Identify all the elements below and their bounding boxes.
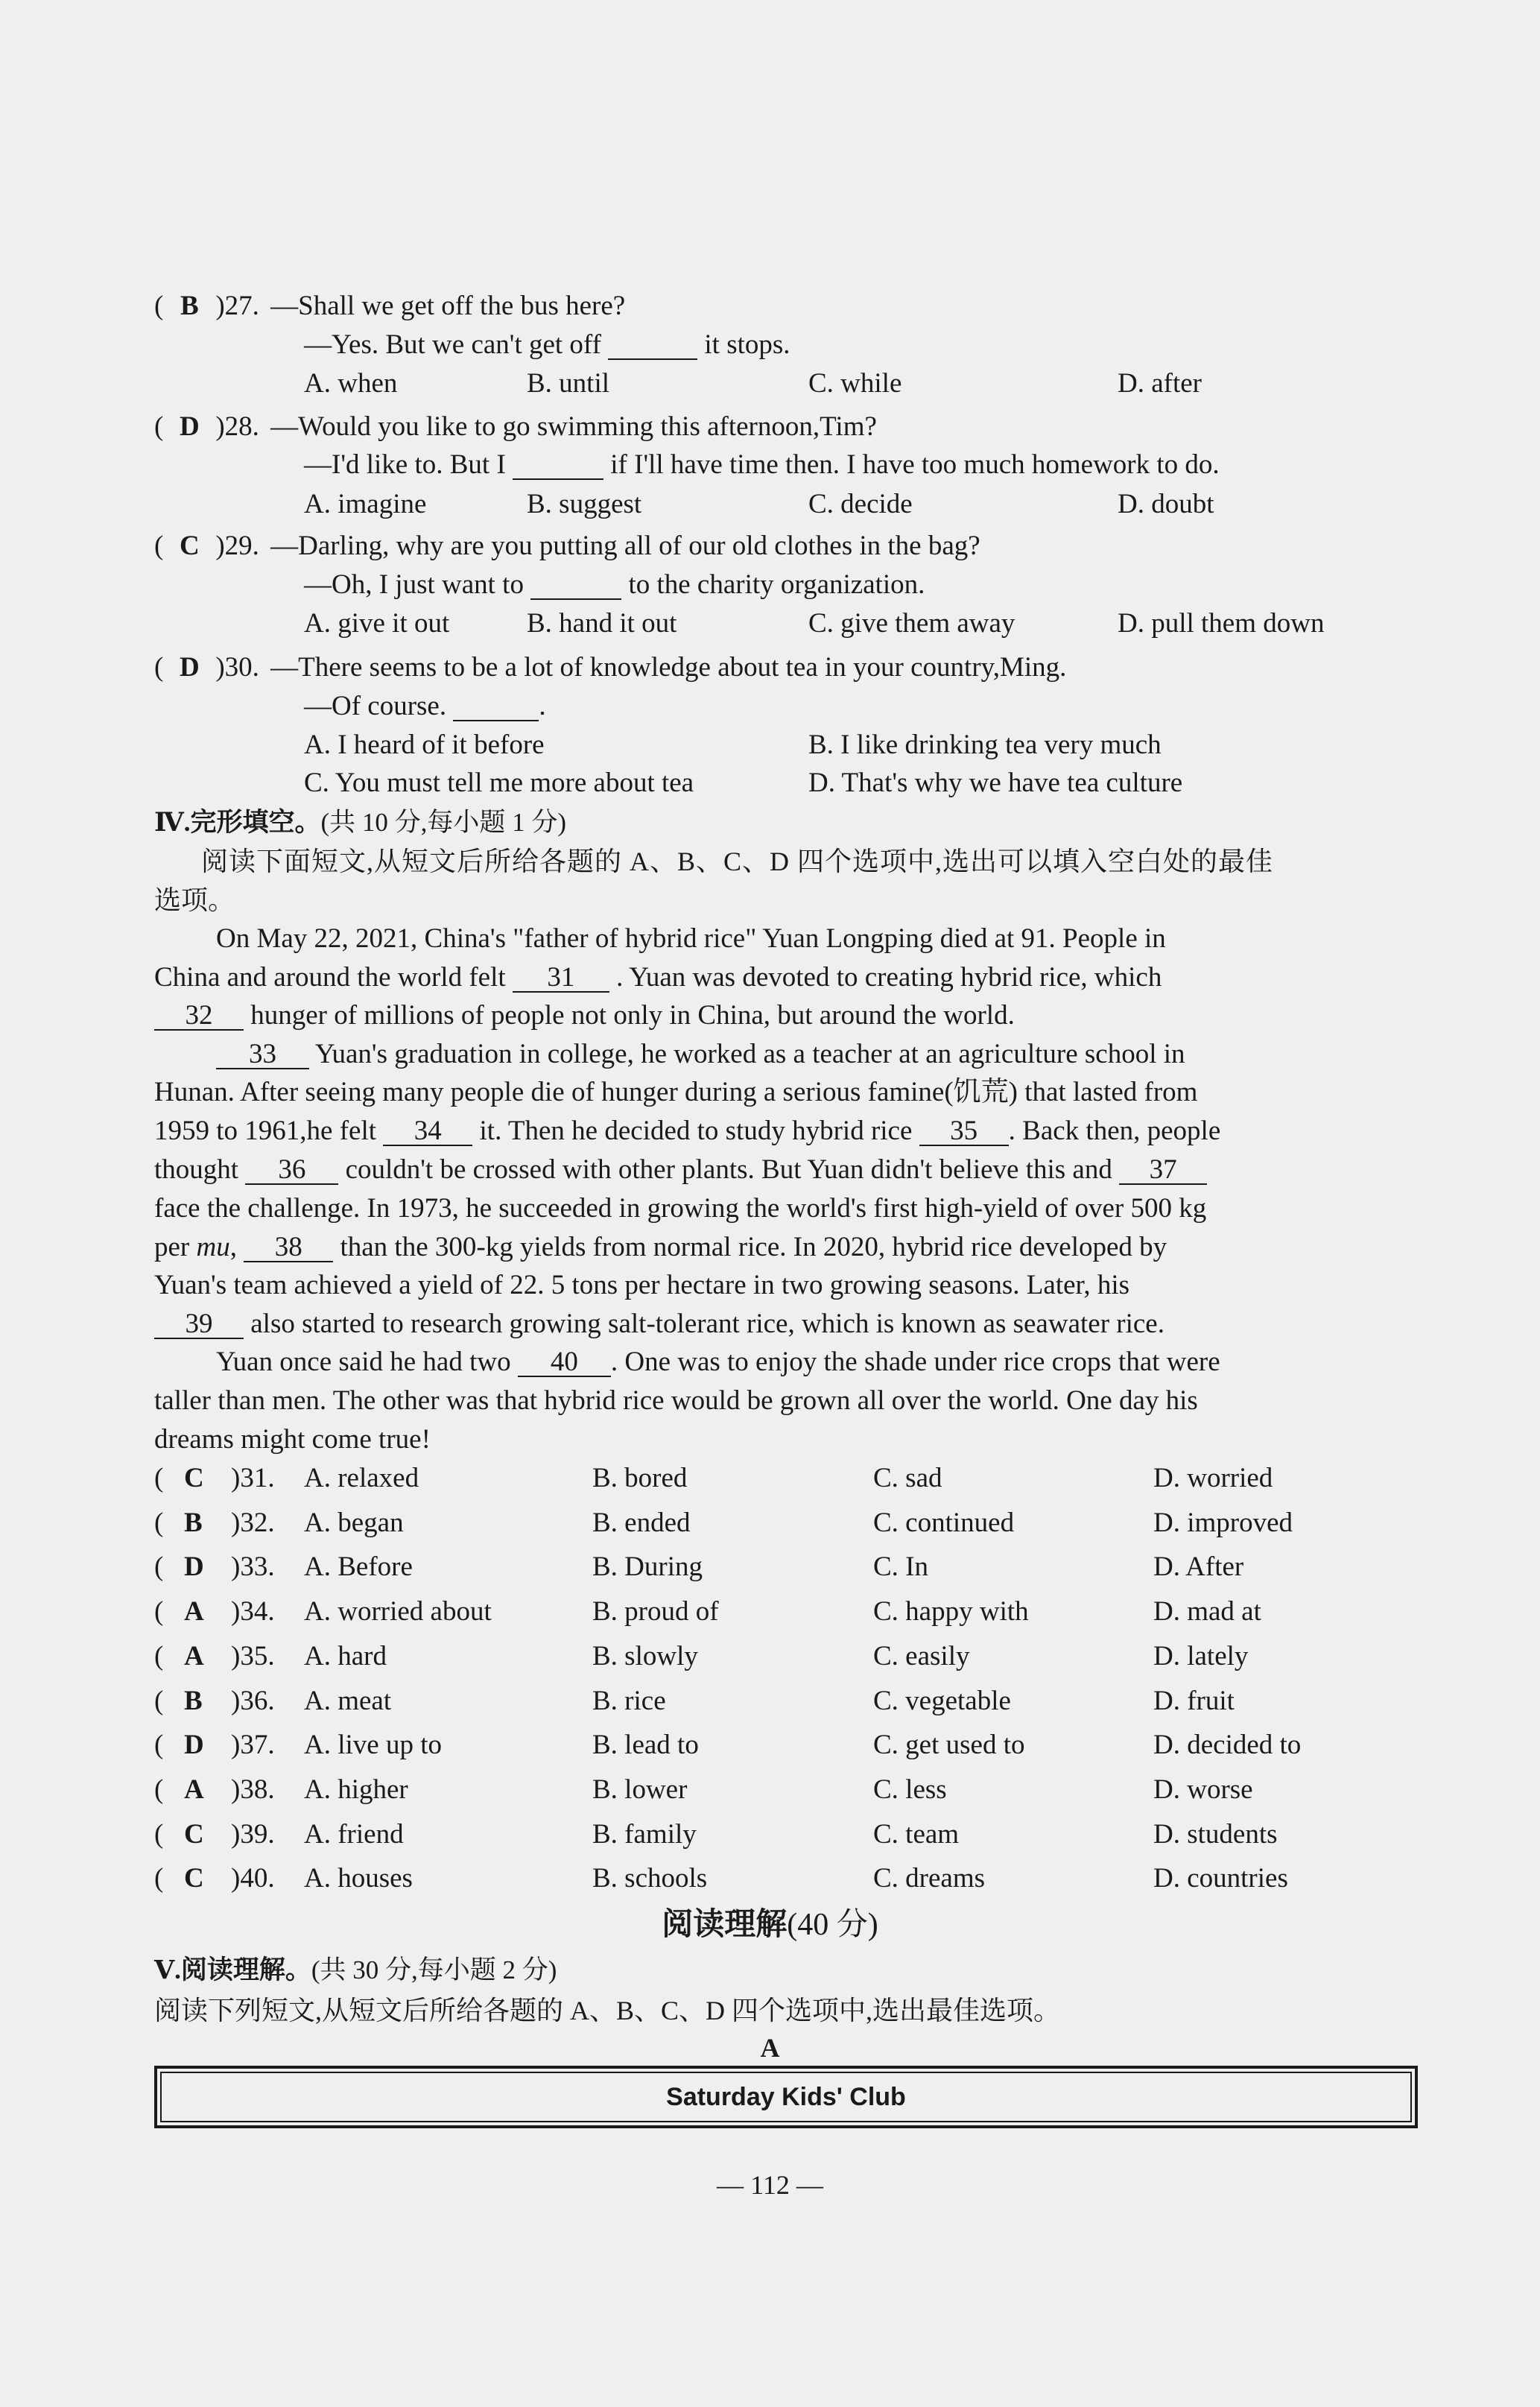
cloze-number: )37. xyxy=(231,1730,275,1760)
answer-29: C xyxy=(179,531,200,561)
cloze-number: )39. xyxy=(231,1819,275,1850)
question-29: ( C )29. —Darling, why are you putting all of our old clothes in the bag? xyxy=(154,531,980,561)
blank-36: 36 xyxy=(245,1156,338,1185)
cloze-number: )31. xyxy=(231,1463,275,1493)
passage-line: face the challenge. In 1973, he succeeded in growing the world's first high-yield of over 500 kg xyxy=(154,1193,1207,1224)
passage-line: 32 hunger of millions of people not only in China, but around the world. xyxy=(154,1002,1015,1031)
option-b: B. ended xyxy=(592,1508,691,1538)
cloze-answer: B xyxy=(184,1508,203,1538)
option-a: A. friend xyxy=(304,1819,404,1850)
cloze-number: )40. xyxy=(231,1863,275,1894)
option-d: D. worried xyxy=(1153,1463,1273,1493)
answer-27: B xyxy=(180,291,199,321)
option-c: C. get used to xyxy=(873,1730,1025,1760)
option-a: A. hard xyxy=(304,1641,387,1671)
option-b: B. bored xyxy=(592,1463,688,1493)
blank xyxy=(513,451,603,480)
option-b: B. lead to xyxy=(592,1730,699,1760)
paren: ( xyxy=(154,1596,164,1627)
option-a: A. worried about xyxy=(304,1596,492,1627)
blank xyxy=(453,692,539,721)
blank-40: 40 xyxy=(518,1348,611,1377)
option-c: C. easily xyxy=(873,1641,970,1671)
option-b: B. proud of xyxy=(592,1596,719,1627)
paren: ( xyxy=(154,1730,164,1760)
passage-line: Yuan's team achieved a yield of 22. 5 tons per hectare in two growing seasons. Later, his xyxy=(154,1270,1130,1300)
q28-reply: —I'd like to. But I if I'll have time then. I have too much homework to do. xyxy=(304,449,1220,480)
option-d: D. decided to xyxy=(1153,1730,1302,1760)
option-d: D. lately xyxy=(1153,1641,1249,1671)
part-label: A xyxy=(760,2033,780,2063)
option-d: D. mad at xyxy=(1153,1596,1261,1627)
blank-39: 39 xyxy=(154,1310,244,1339)
option-c: C. less xyxy=(873,1774,947,1805)
passage-line: thought 36 couldn't be crossed with other plants. But Yuan didn't believe this and 37 xyxy=(154,1156,1207,1185)
passage-line: 1959 to 1961,he felt 34 it. Then he decided to study hybrid rice 35 . Back then, people xyxy=(154,1116,1221,1146)
paren: ( xyxy=(154,1463,164,1493)
cloze-number: )32. xyxy=(231,1508,275,1538)
section-4-heading: Ⅳ.完形填空。(共 10 分,每小题 1 分) xyxy=(154,808,567,837)
option-d: D. students xyxy=(1153,1819,1278,1850)
option-b: B. During xyxy=(592,1552,703,1582)
reading-title: 阅读理解(40 分) xyxy=(662,1908,878,1942)
q28-stem: —Would you like to go swimming this afternoon,Tim? xyxy=(270,411,877,442)
passage-line: On May 22, 2021, China's "father of hybrid rice" Yuan Longping died at 91. People in xyxy=(216,923,1166,954)
cloze-answer: A xyxy=(184,1641,204,1671)
cloze-answer: C xyxy=(184,1463,204,1493)
cloze-number: )33. xyxy=(231,1552,275,1582)
option-b: B. schools xyxy=(592,1863,708,1894)
option-d: D. fruit xyxy=(1153,1686,1235,1716)
passage-line: dreams might come true! xyxy=(154,1424,431,1455)
blank-34: 34 xyxy=(383,1117,472,1146)
option-c: C. vegetable xyxy=(873,1686,1011,1716)
option-d: D. improved xyxy=(1153,1508,1293,1538)
passage-title: Saturday Kids' Club xyxy=(666,2082,906,2111)
blank-32: 32 xyxy=(154,1002,244,1031)
option-a: A. houses xyxy=(304,1863,413,1894)
section-5-heading: Ⅴ.阅读理解。(共 30 分,每小题 2 分) xyxy=(154,1955,557,1984)
cloze-answer: B xyxy=(184,1686,203,1716)
option-c: C. sad xyxy=(873,1463,942,1493)
blank xyxy=(530,571,621,600)
option-a: A. relaxed xyxy=(304,1463,419,1493)
option-c: C. continued xyxy=(873,1508,1015,1538)
passage-line: 33 Yuan's graduation in college, he worked as a teacher at an agriculture school in xyxy=(216,1040,1185,1069)
paren: ( xyxy=(154,1774,164,1805)
question-30: ( D )30. —There seems to be a lot of knowledge about tea in your country,Ming. xyxy=(154,652,1067,683)
section-4-instruction-cont: 选项。 xyxy=(154,885,235,915)
paren: ( xyxy=(154,1819,164,1850)
cloze-number: )38. xyxy=(231,1774,275,1805)
paren: ( xyxy=(154,1686,164,1716)
passage-line: China and around the world felt 31 . Yuan was devoted to creating hybrid rice, which xyxy=(154,962,1162,993)
blank xyxy=(608,331,697,360)
question-27: ( B )27. —Shall we get off the bus here? xyxy=(154,291,626,321)
option-a: A. began xyxy=(304,1508,404,1538)
cloze-number: )34. xyxy=(231,1596,275,1627)
paren: ( xyxy=(154,1508,164,1538)
option-c: C. dreams xyxy=(873,1863,986,1894)
cloze-answer: D xyxy=(184,1552,204,1582)
passage-line: 39 also started to research growing salt-tolerant rice, which is known as seawater rice. xyxy=(154,1310,1164,1339)
option-b: B. rice xyxy=(592,1686,666,1716)
blank-37: 37 xyxy=(1119,1156,1207,1185)
paren: ( xyxy=(154,1863,164,1894)
option-b: B. family xyxy=(592,1819,697,1850)
option-c: C. happy with xyxy=(873,1596,1029,1627)
answer-28: D xyxy=(179,411,200,442)
blank-35: 35 xyxy=(919,1117,1009,1146)
cloze-answer: A xyxy=(184,1774,204,1805)
option-b: B. slowly xyxy=(592,1641,698,1671)
option-d: D. After xyxy=(1153,1552,1244,1582)
q29-reply: —Oh, I just want to to the charity organization. xyxy=(304,569,925,600)
paren: ( xyxy=(154,1641,164,1671)
option-c: C. team xyxy=(873,1819,960,1850)
q30-stem: —There seems to be a lot of knowledge about tea in your country,Ming. xyxy=(270,652,1067,683)
cloze-number: )36. xyxy=(231,1686,275,1716)
paren: ( xyxy=(154,1552,164,1582)
cloze-answer: A xyxy=(184,1596,204,1627)
page-number: — 112 — xyxy=(717,2170,823,2200)
passage-line: Hunan. After seeing many people die of hunger during a serious famine(饥荒) that lasted from xyxy=(154,1077,1198,1107)
answer-30: D xyxy=(179,652,200,683)
blank-31: 31 xyxy=(513,964,609,993)
cloze-answer: C xyxy=(184,1863,204,1894)
option-a: A. Before xyxy=(304,1552,413,1582)
option-d: D. countries xyxy=(1153,1863,1288,1894)
option-a: A. higher xyxy=(304,1774,408,1805)
cloze-answer: D xyxy=(184,1730,204,1760)
passage-line: per mu, 38 than the 300-kg yields from normal rice. In 2020, hybrid rice developed by xyxy=(154,1232,1167,1262)
blank-33: 33 xyxy=(216,1040,309,1069)
passage-line: Yuan once said he had two 40 . One was to enjoy the shade under rice crops that were xyxy=(216,1347,1220,1377)
q27-stem: —Shall we get off the bus here? xyxy=(270,291,626,321)
section-4-instruction: 阅读下面短文,从短文后所给各题的 A、B、C、D 四个选项中,选出可以填入空白处的最佳 xyxy=(201,847,1274,876)
q27-reply: —Yes. But we can't get off it stops. xyxy=(304,329,790,360)
section-5-instruction: 阅读下列短文,从短文后所给各题的 A、B、C、D 四个选项中,选出最佳选项。 xyxy=(154,1996,1061,2025)
q29-stem: —Darling, why are you putting all of our old clothes in the bag? xyxy=(270,531,980,561)
cloze-number: )35. xyxy=(231,1641,275,1671)
option-d: D. worse xyxy=(1153,1774,1253,1805)
option-b: B. lower xyxy=(592,1774,688,1805)
option-c: C. In xyxy=(873,1552,928,1582)
cloze-answer: C xyxy=(184,1819,204,1850)
passage-title-box xyxy=(154,2066,1418,2128)
passage-line: taller than men. The other was that hybrid rice would be grown all over the world. One day his xyxy=(154,1385,1198,1416)
blank-38: 38 xyxy=(244,1233,333,1262)
option-a: A. live up to xyxy=(304,1730,442,1760)
q30-reply: —Of course. . xyxy=(304,691,546,721)
question-28: ( D )28. —Would you like to go swimming this afternoon,Tim? xyxy=(154,411,877,442)
option-a: A. meat xyxy=(304,1686,392,1716)
